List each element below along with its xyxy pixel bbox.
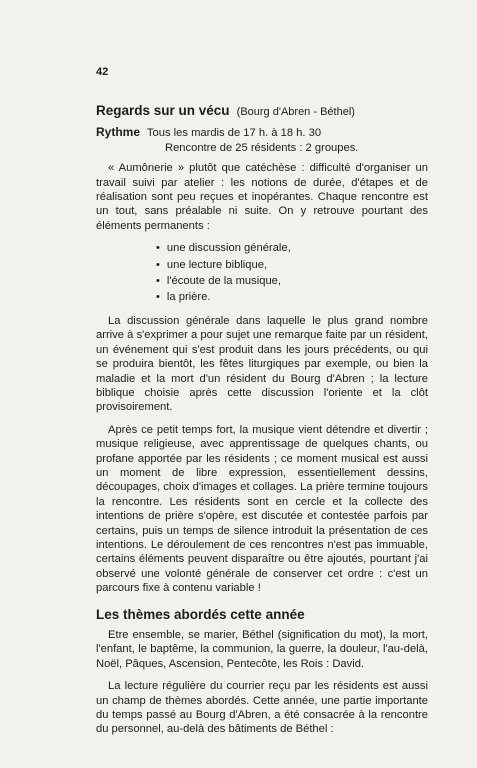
section-title: Les thèmes abordés cette année	[96, 606, 305, 622]
schedule-label: Rythme	[96, 125, 141, 140]
list-item: • une lecture biblique,	[156, 258, 428, 272]
section-title: Regards sur un vécu	[96, 103, 230, 118]
elements-list	[156, 241, 428, 305]
paragraph: Etre ensemble, se marier, Béthel (signification du mot), la mort, l'enfant, le baptême, la communion, la guerre, la douleur, l'au-delà, Noël, Pâques, Ascension, Pentecôte, les Rois : David.	[96, 629, 428, 670]
list-item: • une discussion générale,	[156, 241, 428, 255]
section-subtitle: (Bourg d'Abren - Béthel)	[236, 106, 355, 118]
paragraph: « Aumônerie » plutôt que catéchèse : difficulté d'organiser un travail suivi par atelier : les notions de durée, d'étapes et de réalisation sont peu reçues et inopérantes. Chaque rencontre est un tout, sans préalable ni suite. On y retrouve pourtant des éléments permanents :	[96, 162, 428, 232]
paragraph: La discussion générale dans laquelle le plus grand nombre arrive à s'exprimer a pour sujet une remarque faite par un résident, un événement qui s'est produit dans les jours précédents, ou qui se produira bientôt, les fêtes liturgiques par exemple, ou bien la maladie et la mort d'un résident du Bourg d'Abren ; la lecture biblique choisie après cette discussion l'oriente et la clôt provisoirement.	[96, 314, 428, 414]
participants-line: Rencontre de 25 résidents : 2 groupes.	[165, 141, 359, 154]
page-body	[96, 104, 428, 745]
paragraph: La lecture régulière du courrier reçu par les résidents est aussi un champ de thèmes abordés. Cette année, une partie importante du temps passé au Bourg d'Abren, a été consacrée à la rencontre du personnel, au-delà des bâtiments de Béthel :	[96, 680, 428, 736]
page-number: 42	[96, 66, 109, 78]
schedule-line	[96, 125, 428, 140]
paragraph: Après ce petit temps fort, la musique vient détendre et divertir ; musique religieuse, avec apprentissage de quelques chants, ou profane apportée par les résidents ; ce moment musical est aussi un moment de libre expression, essentiellement dessins, découpages, choix d'images et collages. La prière termine toujours la rencontre. Les résidents sont en cercle et la collecte des intentions de prière s'opère, est discutée et contestée parfois par certains, puis un temps de silence introduit la présentation de ces intentions. Le déroulement de ces rencontres n'est pas immuable, certains éléments peuvent disparaître ou être ajoutés, pourtant j'ai observé une volonté générale de conserver cet ordre : c'est un parcours fixe à contenu variable !	[96, 423, 428, 595]
schedule-text: Tous les mardis de 17 h. à 18 h. 30	[146, 127, 322, 140]
section-heading	[96, 104, 428, 119]
list-item: • la prière.	[156, 290, 428, 304]
list-item: • l'écoute de la musique,	[156, 274, 428, 288]
